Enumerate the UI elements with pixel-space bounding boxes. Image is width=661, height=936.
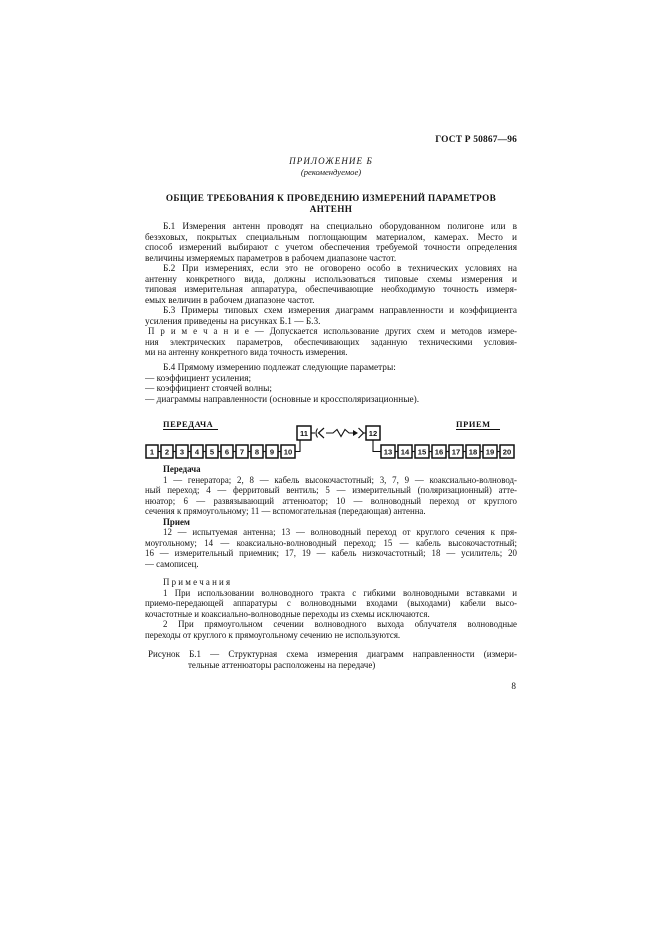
paragraph-line: усиления приведены на рисунках Б.1 — Б.3. xyxy=(145,316,321,327)
scheme-block-15 xyxy=(415,445,429,458)
scheme-block-number: 19 xyxy=(485,447,495,457)
scheme-block-13 xyxy=(381,445,395,458)
scheme-block-19 xyxy=(483,445,497,458)
scheme-block-18 xyxy=(466,445,480,458)
appendix-status: (рекомендуемое) xyxy=(300,167,362,177)
scheme-block-number: 2 xyxy=(164,447,170,457)
scheme-block-10 xyxy=(281,445,295,458)
appendix-label: ПРИЛОЖЕНИЕ Б xyxy=(289,156,373,166)
scheme-block-number: 9 xyxy=(269,447,275,457)
paragraph-line: Б.4 Прямому измерению подлежат следующие параметры: xyxy=(163,363,396,373)
note-line: ми на антенну конкретного вида точность измерения. xyxy=(145,347,348,357)
radio-link-arrowhead-icon xyxy=(353,430,358,436)
notes-heading: П р и м е ч а н и я xyxy=(163,577,231,587)
radio-link-zigzag-icon xyxy=(326,430,354,437)
paragraph-line: антенну конкретного вида, должны использоваться типовые схемы измерения и xyxy=(145,274,517,285)
scheme-block-number: 12 xyxy=(368,428,378,438)
appendix-heading xyxy=(145,156,517,178)
caption-line: тельные аттенюаторы расположены на передаче) xyxy=(188,660,376,670)
legend-line: моугольному; 14 — коаксиально-волноводный переход; 15 — кабель высокочастотный; xyxy=(145,537,517,548)
scheme-block-11 xyxy=(297,426,311,440)
scheme-block-number: 6 xyxy=(224,447,230,457)
legend-line: ный переход; 4 — ферритовый вентиль; 5 — измерительный (поляризационный) атте- xyxy=(145,485,517,496)
rx-horn-antenna-icon xyxy=(359,428,364,438)
paragraph-line: способ измерений выбирают с учетом обеспечения требуемой точности определения xyxy=(145,243,517,254)
tx-horn-antenna-icon xyxy=(319,428,325,438)
legend-line: — самописец. xyxy=(145,558,199,569)
figure-notes xyxy=(145,577,517,641)
scheme-block-12 xyxy=(366,426,380,440)
scheme-block-number: 8 xyxy=(254,447,260,457)
scheme-block-3 xyxy=(176,445,188,458)
list-item: — коэффициент усиления; xyxy=(145,373,252,384)
section-b4 xyxy=(145,363,517,406)
paragraph-line: типовая измерительная аппаратура, обеспечивающие необходимую точность измеря- xyxy=(145,285,517,296)
notes-line: переходы от круглого к прямоугольному сечению не используются. xyxy=(145,629,401,640)
scheme-block-number: 7 xyxy=(239,447,245,457)
scheme-block-number: 14 xyxy=(400,447,410,457)
scheme-block-number: 20 xyxy=(502,447,512,457)
scheme-block-4 xyxy=(191,445,203,458)
scheme-block-8 xyxy=(251,445,263,458)
figure-legend xyxy=(145,464,517,569)
paragraph-line: безэховых, покрытых специальным поглощающим материалом, камерах. Место и xyxy=(145,232,517,243)
scheme-block-2 xyxy=(161,445,173,458)
scheme-block-20 xyxy=(500,445,514,458)
notes-line: кочастотные и коаксиально-волноводные переходы из схемы исключаются. xyxy=(145,608,430,619)
legend-line: сечения к прямоугольному; 11 — вспомогательная (передающая) антенна. xyxy=(145,506,426,517)
note-line: П р и м е ч а н и е — Допускается использование других схем и методов измере- xyxy=(148,326,517,336)
document-code: ГОСТ Р 50867—96 xyxy=(435,135,517,145)
scheme-block-14 xyxy=(398,445,412,458)
scheme-block-16 xyxy=(432,445,446,458)
scheme-block-6 xyxy=(221,445,233,458)
scheme-block-number: 11 xyxy=(299,428,309,438)
link-12-to-13 xyxy=(373,440,381,452)
tx-antenna-flange-icon xyxy=(316,429,318,438)
notes-line: 1 При использовании волноводного тракта с гибкими волноводными вставками и xyxy=(163,587,517,598)
scheme-block-number: 10 xyxy=(283,447,293,457)
notes-line: 2 При прямоугольном сечении волноводного выхода облучателя волноводные xyxy=(163,619,517,630)
paragraph-line: емых величин в рабочем диапазоне частот. xyxy=(145,295,315,306)
paragraph-line: Б.2 При измерениях, если это не оговорено особо в технических условиях на xyxy=(163,264,517,275)
scheme-block-number: 13 xyxy=(383,447,393,457)
legend-line: нюатор; 6 — развязывающий аттенюатор; 10 — волноводный переход от круглого xyxy=(145,495,517,506)
page-number: 8 xyxy=(511,681,516,691)
scheme-block-5 xyxy=(206,445,218,458)
scheme-block-7 xyxy=(236,445,248,458)
scheme-block-number: 16 xyxy=(434,447,444,457)
list-item: — диаграммы направленности (основные и кроссполяризационные). xyxy=(145,395,420,406)
section-b1-b3 xyxy=(145,222,517,327)
page-title xyxy=(145,193,517,215)
legend-line: 16 — измерительный приемник; 17, 19 — кабель низкочастотный; 18 — усилитель; 20 xyxy=(145,548,517,559)
legend-heading-transmit: Передача xyxy=(163,464,201,474)
title-line: АНТЕНН xyxy=(309,204,353,214)
scheme-block-number: 1 xyxy=(149,447,155,457)
legend-line: 12 — испытуемая антенна; 13 — волноводный переход от круглого сечения к пря- xyxy=(163,527,517,538)
receive-label: ПРИЕМ xyxy=(456,420,491,429)
measurement-scheme-diagram xyxy=(140,414,525,464)
legend-heading-receive: Прием xyxy=(163,516,190,527)
caption-line: Рисунок Б.1 — Структурная схема измерения диаграмм направленности (измери- xyxy=(148,649,517,659)
list-item: — коэффициент стоячей волны; xyxy=(145,384,272,395)
scheme-block-number: 4 xyxy=(194,447,200,457)
scheme-block-number: 17 xyxy=(451,447,461,457)
legend-line: 1 — генератора; 2, 8 — кабель высокочастотный; 3, 7, 9 — коаксиально-волновод- xyxy=(163,474,517,485)
scheme-block-1 xyxy=(146,445,158,458)
paragraph-line: Б.1 Измерения антенн проводят на специально оборудованном полигоне или в xyxy=(163,222,517,232)
notes-line: приемо-передающей аппаратуры с волноводными входами (выходами) кабели высо- xyxy=(145,598,517,609)
note-block xyxy=(145,326,517,358)
scheme-block-number: 18 xyxy=(468,447,478,457)
figure-caption xyxy=(145,649,517,671)
scheme-block-number: 5 xyxy=(209,447,215,457)
scheme-block-number: 3 xyxy=(179,447,185,457)
transmit-label: ПЕРЕДАЧА xyxy=(163,420,214,429)
title-line: ОБЩИЕ ТРЕБОВАНИЯ К ПРОВЕДЕНИЮ ИЗМЕРЕНИЙ ПАРАМЕТРОВ xyxy=(165,193,497,203)
paragraph-line: величины измеряемых параметров в рабочем диапазоне частот. xyxy=(145,253,397,264)
scheme-block-9 xyxy=(266,445,278,458)
note-line: ния электрических параметров, обеспечивающих заданную техническими условия- xyxy=(145,336,517,347)
scheme-block-17 xyxy=(449,445,463,458)
scheme-block-number: 15 xyxy=(417,447,427,457)
paragraph-line: Б.3 Примеры типовых схем измерения диаграмм направленности и коэффициента xyxy=(163,306,517,317)
